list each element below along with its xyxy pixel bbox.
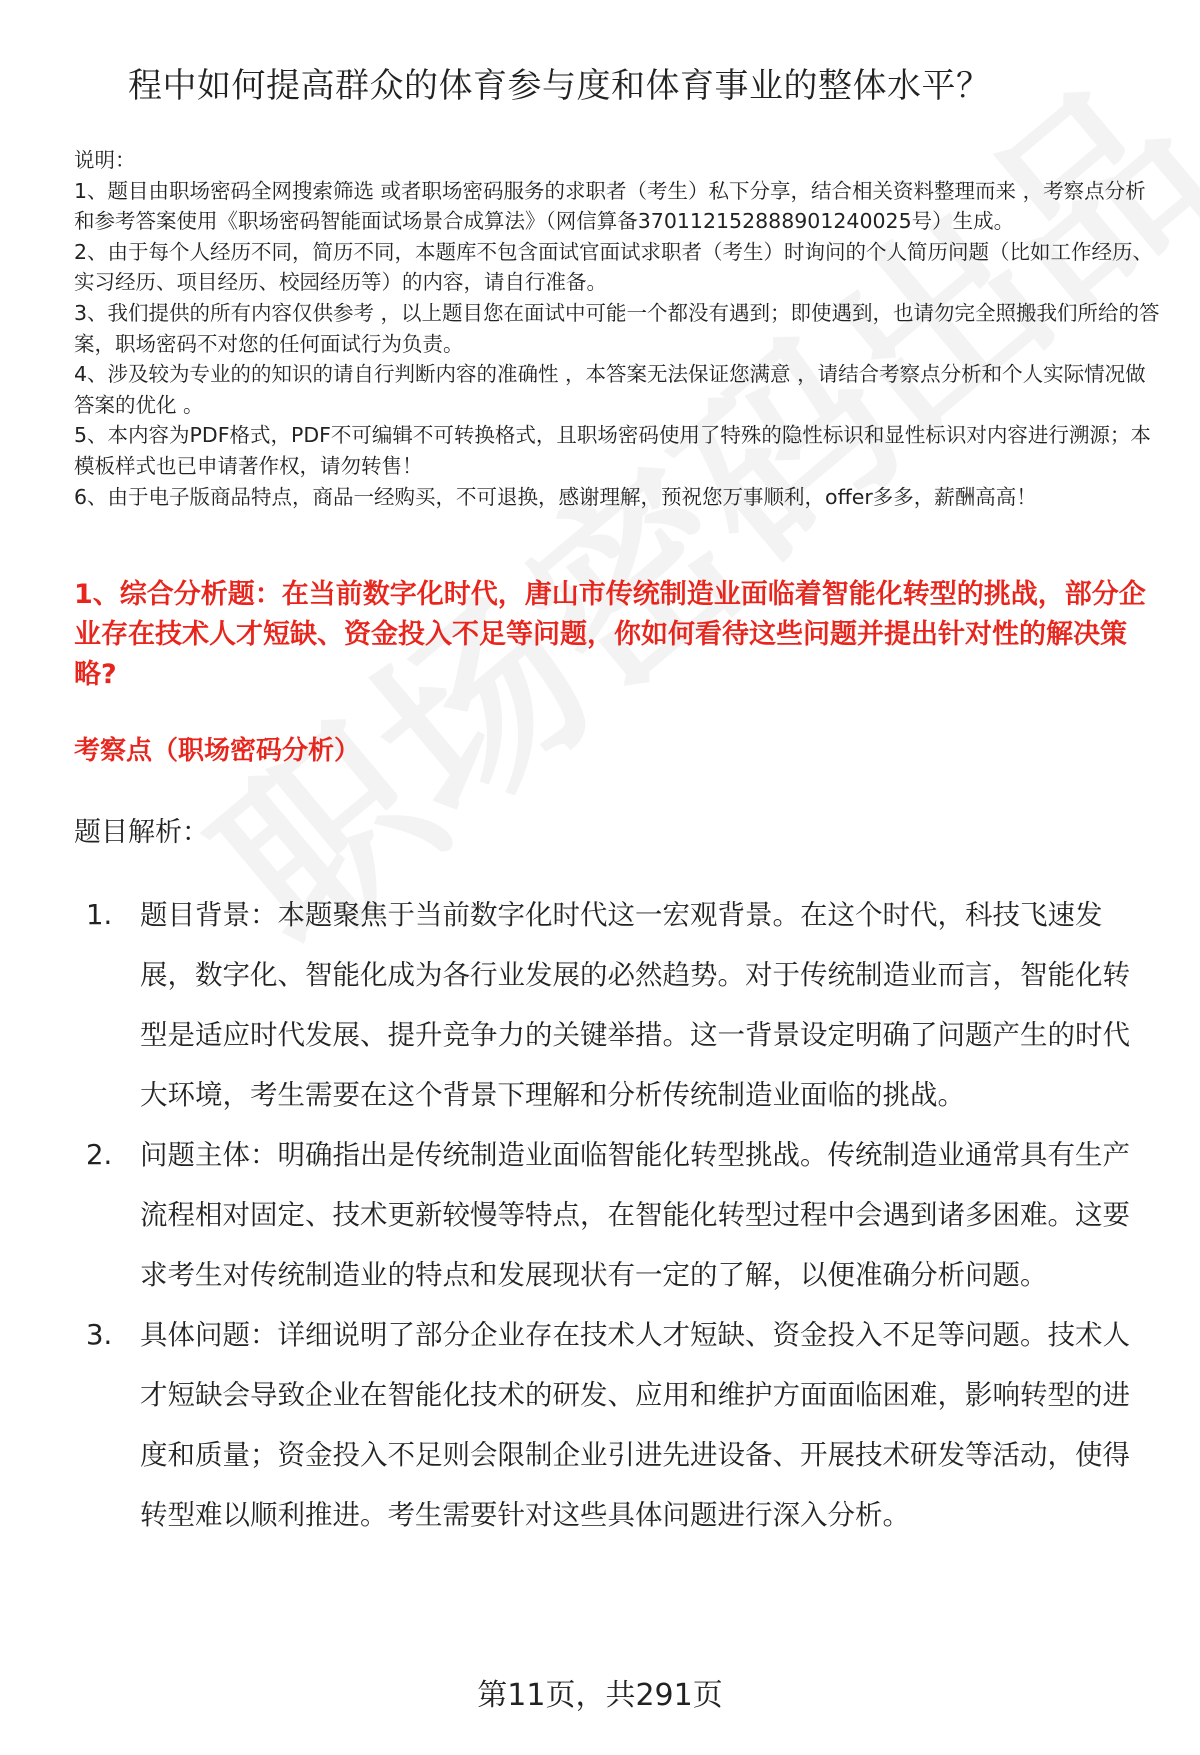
page-footer: 第11页，共291页	[477, 1678, 723, 1713]
note-item: 3、我们提供的所有内容仅供参考 ，以上题目您在面试中可能一个都没有遇到；即使遇到，也请勿完全照搬我们所给的答案，职场密码不对您的任何面试行为负责。	[74, 300, 1160, 356]
analysis-item-text: 题目背景：本题聚焦于当前数字化时代这一宏观背景。在这个时代，科技飞速发展，数字化、智能化成为各行业发展的必然趋势。对于传统制造业而言，智能化转型是适应时代发展、提升竞争力的关键举措。这一背景设定明确了问题产生的时代大环境，考生需要在这个背景下理解和分析传统制造业面临的挑战。	[140, 899, 1130, 1111]
note-item: 2、由于每个人经历不同，简历不同，本题库不包含面试官面试求职者（考生）时询问的个人简历问题（比如工作经历、实习经历、项目经历、校园经历等）的内容，请自行准备。	[74, 239, 1154, 295]
analysis-list	[74, 885, 1154, 1545]
note-item: 1、题目由职场密码全网搜索筛选 或者职场密码服务的求职者（考生）私下分享，结合相关资料整理而来 ，考察点分析和参考答案使用《职场密码智能面试场景合成算法》（网信算备370112152888901240025号）生成。	[74, 178, 1146, 234]
note-item: 6、由于电子版商品特点，商品一经购买，不可退换，感谢理解，预祝您万事顺利，offer多多，薪酬高高！	[74, 484, 1037, 509]
note-item: 5、本内容为PDF格式，PDF不可编辑不可转换格式，且职场密码使用了特殊的隐性标识和显性标识对内容进行溯源；本模板样式也已申请著作权，请勿转售！	[74, 423, 1151, 478]
exam-point-heading: 考察点（职场密码分析）	[74, 736, 361, 766]
analysis-item-number: 3.	[86, 1319, 113, 1351]
page-title: 程中如何提高群众的体育参与度和体育事业的整体水平？	[128, 66, 991, 106]
notes-section	[74, 145, 1164, 512]
analysis-item-number: 2.	[86, 1139, 113, 1171]
question-heading: 1、综合分析题：在当前数字化时代，唐山市传统制造业面临着智能化转型的挑战，部分企业存在技术人才短缺、资金投入不足等问题，你如何看待这些问题并提出针对性的解决策略?	[74, 579, 1146, 690]
analysis-item-text: 问题主体：明确指出是传统制造业面临智能化转型挑战。传统制造业通常具有生产流程相对固定、技术更新较慢等特点，在智能化转型过程中会遇到诸多困难。这要求考生对传统制造业的特点和发展现状有一定的了解，以便准确分析问题。	[140, 1139, 1130, 1291]
analysis-item	[74, 1125, 1154, 1305]
analysis-item	[74, 885, 1154, 1125]
analysis-item	[74, 1305, 1154, 1545]
analysis-item-text: 具体问题：详细说明了部分企业存在技术人才短缺、资金投入不足等问题。技术人才短缺会导致企业在智能化技术的研发、应用和维护方面面临困难，影响转型的进度和质量；资金投入不足则会限制企业引进先进设备、开展技术研发等活动，使得转型难以顺利推进。考生需要针对这些具体问题进行深入分析。	[140, 1319, 1130, 1531]
note-item: 4、涉及较为专业的的知识的请自行判断内容的准确性 ，本答案无法保证您满意 ，请结合考察点分析和个人实际情况做答案的优化 。	[74, 362, 1146, 417]
notes-heading: 说明：	[74, 148, 136, 172]
analysis-heading: 题目解析：	[74, 817, 209, 848]
analysis-item-number: 1.	[86, 899, 113, 931]
